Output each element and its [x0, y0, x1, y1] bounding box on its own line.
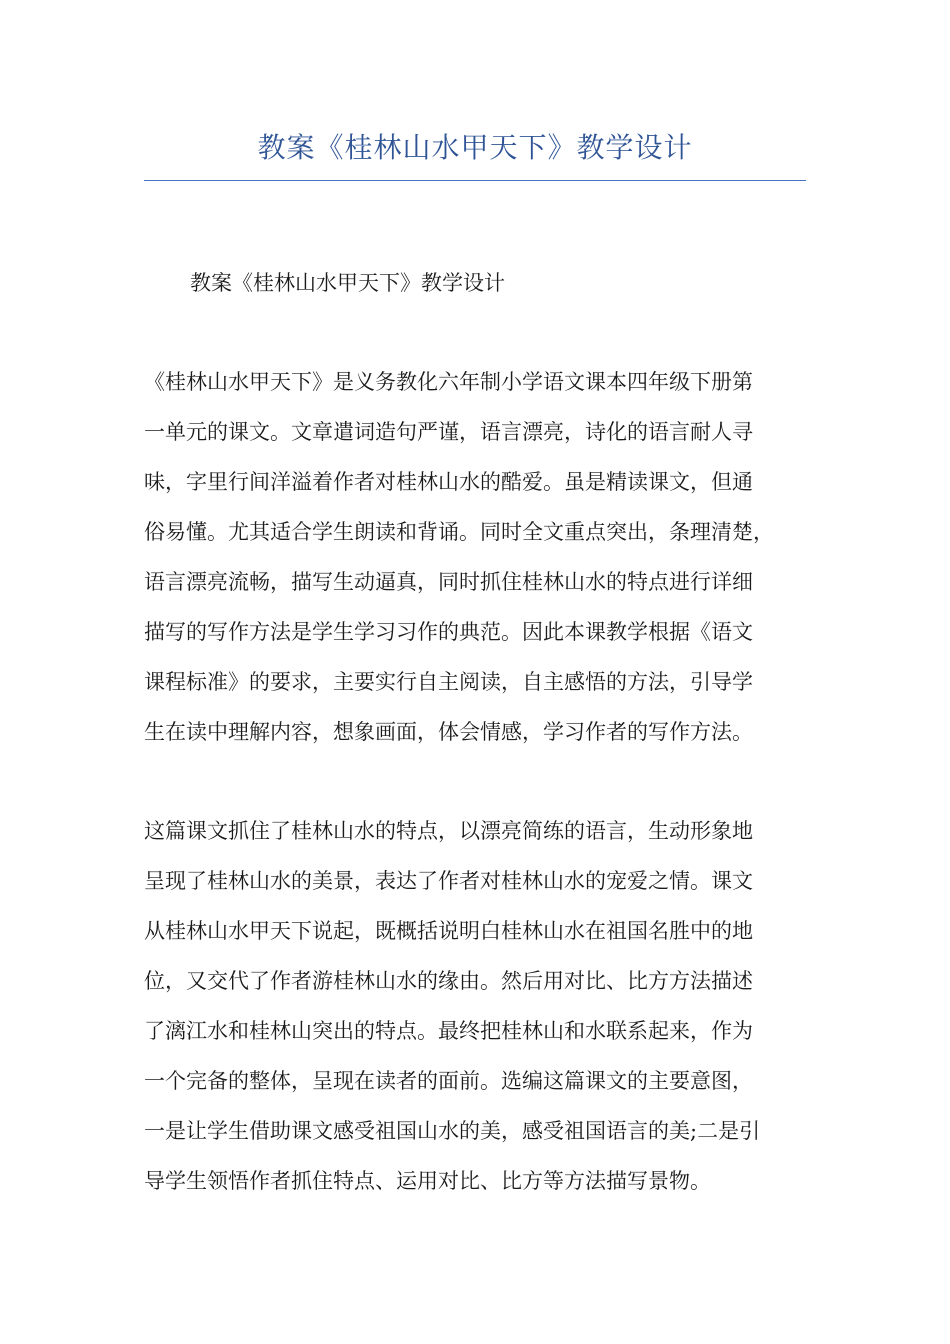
paragraph-line: 从桂林山水甲天下说起，既概括说明白桂林山水在祖国名胜中的地 [144, 919, 753, 943]
document-title: 教案《桂林山水甲天下》教学设计 [257, 131, 693, 164]
paragraph-line: 一单元的课文。文章遣词造句严谨，语言漂亮，诗化的语言耐人寻 [144, 420, 753, 444]
paragraph-line: 俗易懂。尤其适合学生朗读和背诵。同时全文重点突出，条理清楚， [144, 520, 774, 544]
paragraph-line: 这篇课文抓住了桂林山水的特点，以漂亮简练的语言，生动形象地 [144, 819, 753, 843]
title-underline [144, 180, 806, 181]
paragraph-line: 一是让学生借助课文感受祖国山水的美，感受祖国语言的美;二是引 [144, 1119, 761, 1143]
paragraph-line: 生在读中理解内容，想象画面，体会情感，学习作者的写作方法。 [144, 720, 753, 744]
paragraph-line: 了漓江水和桂林山突出的特点。最终把桂林山和水联系起来，作为 [144, 1019, 753, 1043]
paragraph-line: 课程标准》的要求，主要实行自主阅读，自主感悟的方法，引导学 [144, 670, 753, 694]
paragraph-analysis [144, 815, 824, 1215]
paragraph-line: 一个完备的整体，呈现在读者的面前。选编这篇课文的主要意图， [144, 1069, 753, 1093]
paragraph-line: 语言漂亮流畅，描写生动逼真，同时抓住桂林山水的特点进行详细 [144, 570, 753, 594]
paragraph-line: 味，字里行间洋溢着作者对桂林山水的酷爱。虽是精读课文，但通 [144, 470, 753, 494]
paragraph-line: 呈现了桂林山水的美景，表达了作者对桂林山水的宠爱之情。课文 [144, 869, 753, 893]
paragraph-line: 位，又交代了作者游桂林山水的缘由。然后用对比、比方方法描述 [144, 969, 753, 993]
paragraph-line: 《桂林山水甲天下》是义务教化六年制小学语文课本四年级下册第 [144, 370, 753, 394]
document-subtitle: 教案《桂林山水甲天下》教学设计 [190, 271, 505, 295]
paragraph-line: 导学生领悟作者抓住特点、运用对比、比方等方法描写景物。 [144, 1169, 711, 1193]
paragraph-line: 描写的写作方法是学生学习习作的典范。因此本课教学根据《语文 [144, 620, 753, 644]
paragraph-intro [144, 366, 824, 766]
